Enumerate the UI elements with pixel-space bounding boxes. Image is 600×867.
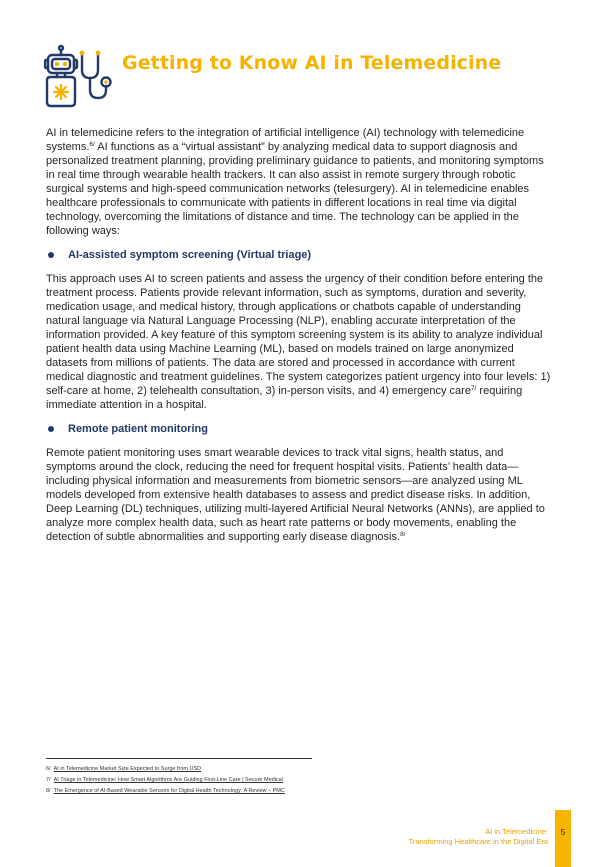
section-heading-text: AI-assisted symptom screening (Virtual triage) — [68, 249, 312, 261]
footer-subtitle: Transforming Healthcare in the Digital Era — [408, 837, 548, 846]
page-title: Getting to Know AI in Telemedicine — [122, 52, 502, 74]
footnotes — [46, 758, 346, 797]
section-heading-text: Remote patient monitoring — [68, 423, 208, 435]
intro-paragraph — [46, 126, 554, 238]
section-paragraph-remote-monitoring — [46, 446, 554, 544]
footnote-divider — [46, 758, 312, 759]
footer-title: AI in Telemedicine: — [485, 827, 548, 836]
footnote-ref: 6/ — [89, 141, 95, 148]
bullet-icon — [48, 252, 54, 258]
footnote-link[interactable]: The Emergence of AI-Based Wearable Sensors for Digital Health Technology: A Review – PMC — [53, 788, 285, 794]
intro-text-continued: AI functions as a “virtual assistant” by analyzing medical data to support diagnosis and personalized treatment planning, providing preliminary guidance to patients, and monitoring symptoms in real time through wearable health trackers. It can also assist in remote surgery through robotic surgical systems and high-speed communication networks (telesurgery). AI in telemedicine enables healthcare professionals to communicate with patients in different locations in real time via digital technology, overcoming the limitations of distance and time. The technology can be applied in the following ways: — [46, 141, 544, 237]
footnote-ref: 8/ — [400, 531, 406, 538]
section-heading-remote-monitoring — [46, 423, 554, 435]
running-footer — [409, 827, 548, 847]
footnote-link[interactable]: AI Triage in Telemedicine: How Smart Algorithms Are Guiding First-Line Care | Secure Medical — [53, 777, 283, 783]
intro-text: AI in telemedicine refers to the integration of artificial intelligence (AI) technology with telemedicine systems. — [46, 127, 525, 153]
paragraph-text: This approach uses AI to screen patients and assess the urgency of their condition before entering the treatment process. Patients provide relevant information, such as symptoms, duration and severity, medication usage, and medical history, through applications or chatbots capable of understanding natural language via Natural Language Processing (NLP), enabling accurate interpretation of the information provided. A key feature of this symptom screening system is its ability to analyze individual patient health data using Machine Learning (ML), based on models trained on large anonymized datasets from millions of patients. The data are stored and processed in accordance with current medical diagnostic and treatment guidelines. The system categorizes patient urgency into four levels: 1) self-care at home, 2) telehealth consultation, 3) in-person visits, and 4) emergency care — [46, 273, 551, 397]
paragraph-text-continued: requiring immediate attention in a hospital. — [46, 385, 523, 411]
footnote-item — [46, 775, 346, 786]
footnote-item — [46, 786, 346, 797]
section-paragraph-virtual-triage — [46, 272, 554, 412]
paragraph-text: Remote patient monitoring uses smart wearable devices to track vital signs, health status, and symptoms around the clock, reducing the need for frequent hospital visits. Patients’ health data—including physical information and measurements from biometric sensors—are analyzed using ML models developed from extensive health databases to assess and predict disease risks. In addition, Deep Learning (DL) techniques, utilizing multi-layered Artificial Neural Networks (ANNs), are applied to analyze more complex health data, such as heart rate patterns or body movements, enabling the detection of subtle abnormalities and supporting early disease diagnosis. — [46, 447, 545, 543]
footnote-number: 8/ — [46, 788, 51, 794]
page-header — [44, 44, 564, 110]
page-number-tab — [555, 810, 571, 867]
footnote-ref: 7/ — [470, 385, 477, 392]
bullet-icon — [48, 426, 54, 432]
footnote-number: 7/ — [46, 777, 51, 783]
robot-stethoscope-icon — [44, 44, 114, 110]
section-heading-virtual-triage — [46, 249, 554, 261]
article-body — [46, 126, 554, 555]
footnote-number: 6/ — [46, 766, 51, 772]
footnote-item — [46, 764, 346, 775]
page-number: 5 — [560, 828, 566, 837]
footnote-link[interactable]: AI in Telemedicine Market Size Expected to Surge from USD — [53, 766, 202, 772]
